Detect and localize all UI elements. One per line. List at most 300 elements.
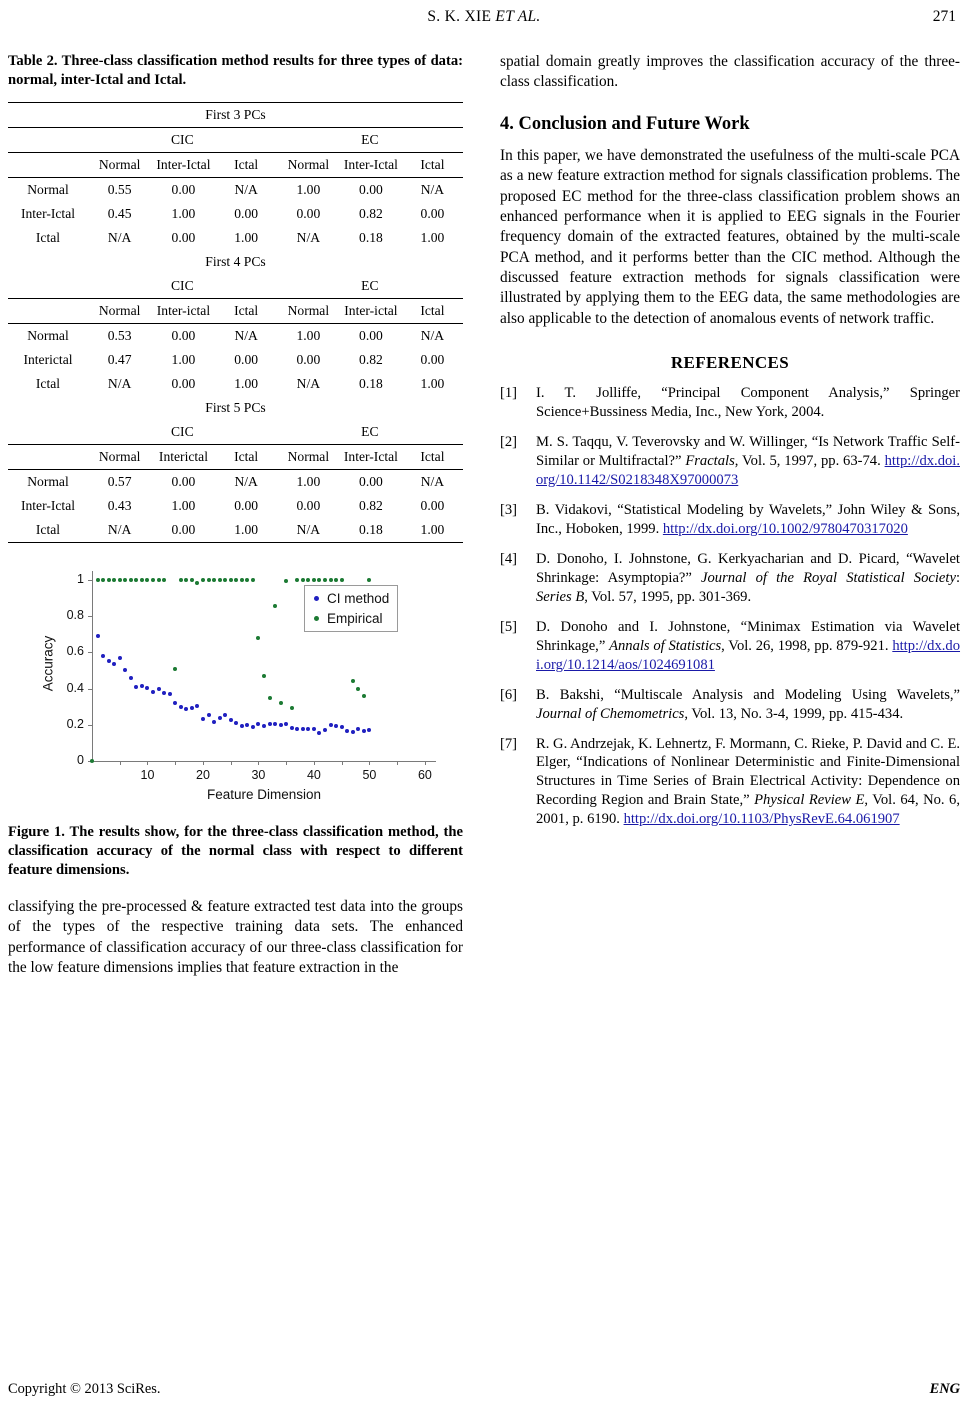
table-row <box>8 469 463 494</box>
running-head-authors <box>0 8 968 26</box>
reference-text-segment: B. Vidakovi, “Statistical Modeling by Wavelets,” John Wiley & Sons, Inc., Hoboken, 1999. <box>536 501 960 537</box>
left-body-paragraph: classifying the pre-processed & feature extracted test data into the groups of the types of the respective training data sets. The enhanced performance of classification accuracy of our three-class classification for the low feature dimensions implies that feature extraction in the <box>8 897 463 976</box>
data-point <box>295 578 299 582</box>
y-axis-tick <box>88 616 92 617</box>
table-cell: 0.18 <box>340 518 402 543</box>
data-point <box>96 578 100 582</box>
x-axis-tick <box>397 761 398 765</box>
data-point <box>118 656 122 660</box>
table-cell: 0.00 <box>296 351 321 367</box>
table-corner-cell <box>8 420 88 445</box>
data-point <box>362 694 366 698</box>
data-point <box>96 634 100 638</box>
x-axis-line <box>92 761 436 762</box>
data-point <box>145 686 149 690</box>
data-point <box>351 679 355 683</box>
data-point <box>190 706 194 710</box>
data-point <box>290 706 294 710</box>
table-group-header: CIC <box>88 127 277 152</box>
reference-text-segment: , Vol. 64, No. 6, 2001, p. 6190. <box>536 792 960 828</box>
table-cell: 0.00 <box>296 497 321 513</box>
table-cell: 0.43 <box>107 497 132 513</box>
data-point <box>290 726 294 730</box>
data-point <box>284 579 288 583</box>
reference-journal-title: Annals of Statistics <box>609 637 722 654</box>
table-column-header: Inter-Ictal <box>151 152 215 177</box>
data-point <box>140 684 144 688</box>
table-cell: N/A <box>216 323 277 348</box>
data-point <box>340 725 344 729</box>
data-point <box>256 636 260 640</box>
legend-swatch-icon <box>314 596 319 601</box>
table-cell: 1.00 <box>171 497 196 513</box>
section-heading-conclusion: 4. Conclusion and Future Work <box>500 113 750 134</box>
data-point <box>223 713 227 717</box>
data-point <box>334 578 338 582</box>
left-column <box>8 52 463 978</box>
reference-text-segment: M. S. Taqqu, V. Teverovsky and W. Willinger, “Is Network Traffic Self-Similar or Multifractal?” <box>536 433 960 469</box>
table-cell: 0.00 <box>151 469 215 494</box>
reference-text-segment: , Vol. 26, 1998, pp. 879-921. <box>721 637 893 654</box>
table-column-header: Normal <box>277 152 340 177</box>
table-cell: 0.00 <box>234 497 259 513</box>
table-column-header-row <box>8 298 463 323</box>
table-cell: N/A <box>216 177 277 202</box>
reference-item <box>500 384 960 422</box>
reference-text <box>536 501 960 539</box>
data-point <box>134 578 138 582</box>
table-column-header-row <box>8 444 463 469</box>
table-group-header: CIC <box>88 420 277 445</box>
table-cell: 0.00 <box>171 375 196 391</box>
y-axis-tick-label: 0.6 <box>66 644 84 659</box>
data-point <box>118 578 122 582</box>
table-row <box>8 202 463 226</box>
table-section-title-row <box>8 102 463 127</box>
x-axis-tick <box>175 761 176 765</box>
data-point <box>151 578 155 582</box>
x-axis-tick <box>314 761 315 765</box>
reference-number: [4] <box>500 550 518 567</box>
table-cell: N/A <box>402 469 463 494</box>
data-point <box>184 707 188 711</box>
reference-journal-title: Physical Review E <box>754 792 865 809</box>
table-cell: 0.00 <box>296 205 321 221</box>
table-row <box>8 372 463 396</box>
legend-label: CI method <box>327 590 390 606</box>
table-cell: 1.00 <box>277 323 340 348</box>
reference-journal-title: Fractals <box>685 452 735 469</box>
data-point <box>107 578 111 582</box>
data-point <box>157 687 161 691</box>
reference-item <box>500 735 960 830</box>
reference-text-segment: , Vol. 57, 1995, pp. 301-369. <box>584 588 752 605</box>
y-axis-tick-label: 0.4 <box>66 680 84 695</box>
doi-link[interactable]: http://dx.doi.org/10.1214/aos/1024691081 <box>536 637 961 673</box>
right-column <box>500 52 960 840</box>
table-column-header: Inter-ictal <box>151 298 215 323</box>
table-group-header-row <box>8 127 463 152</box>
data-point <box>107 659 111 663</box>
data-point <box>129 676 133 680</box>
data-point <box>195 581 199 585</box>
x-axis-tick <box>203 761 204 765</box>
y-axis-tick <box>88 580 92 581</box>
data-point <box>240 578 244 582</box>
table-row-label: Interictal <box>23 351 73 367</box>
reference-text-segment: R. G. Andrzejak, K. Lehnertz, F. Mormann, C. Rieke, P. David and C. E. Elger, “Indications of Nonlinear Deterministic and Finite-Dimensional Structures in Time Series of Brain Electrical Activity: Dependence on Recording Region and Brain State,” <box>536 735 961 809</box>
table-column-header: Normal <box>88 152 151 177</box>
data-point <box>173 701 177 705</box>
reference-item <box>500 550 960 607</box>
table-cell: 0.55 <box>88 177 151 202</box>
table-cell: N/A <box>402 323 463 348</box>
table-cell: 0.82 <box>359 205 383 221</box>
reference-text <box>536 384 960 422</box>
data-point <box>329 723 333 727</box>
x-axis-tick <box>147 761 148 765</box>
data-point <box>273 722 277 726</box>
running-head-authors-plain: S. K. XIE <box>427 8 492 25</box>
table-group-header-row <box>8 420 463 445</box>
table-cell: 0.18 <box>359 375 383 391</box>
data-point <box>295 727 299 731</box>
y-axis-tick <box>88 689 92 690</box>
table-row <box>8 494 463 518</box>
data-point <box>323 728 327 732</box>
table-column-header: Inter-Ictal <box>340 152 402 177</box>
table-column-header: Normal <box>277 444 340 469</box>
x-axis-tick <box>342 761 343 765</box>
data-point <box>234 721 238 725</box>
table-cell: N/A <box>88 518 151 543</box>
data-point <box>279 723 283 727</box>
table-cell: 1.00 <box>402 518 463 543</box>
table-cell: 0.00 <box>340 177 402 202</box>
conclusion-paragraph: In this paper, we have demonstrated the usefulness of the multi-scale PCA as a new feature extraction method for signals classification problems. The proposed EC method for the three-class classification problem shows an enhanced performance when it is applied to EEG signals in the Fourier frequency domain of the extracted features, obtained by the multi-scale PCA method, and it performs better than the CIC method. Although the discussed feature extraction methods for signals classification were illustrated by applying them to the EEG data, the same methodologies are also applicable to the detection of anomalous events of network traffic. <box>500 146 960 327</box>
table-cell: 1.00 <box>420 375 445 391</box>
scatter-plot <box>30 559 450 809</box>
data-point <box>207 713 211 717</box>
legend-item <box>310 609 389 629</box>
reference-number: [5] <box>500 618 518 635</box>
x-axis-tick-label: 50 <box>362 767 377 782</box>
table-cell: 0.00 <box>420 205 445 221</box>
data-point <box>284 722 288 726</box>
table-row-label: Normal <box>8 177 88 202</box>
table-cell: 0.57 <box>88 469 151 494</box>
table-group-header: EC <box>277 274 463 299</box>
table-cell: N/A <box>107 229 132 245</box>
data-point <box>268 722 272 726</box>
chart-legend <box>304 585 398 632</box>
journal-abbreviation: ENG <box>929 1381 960 1397</box>
data-point <box>123 578 127 582</box>
data-point <box>279 701 283 705</box>
data-point <box>340 578 344 582</box>
data-point <box>218 578 222 582</box>
data-point <box>273 604 277 608</box>
table-group-header: CIC <box>88 274 277 299</box>
data-point <box>184 578 188 582</box>
table-group-header-row <box>8 274 463 299</box>
x-axis-tick <box>258 761 259 765</box>
table-column-header: Ictal <box>216 152 277 177</box>
table-row <box>8 518 463 543</box>
table-cell: 1.00 <box>216 518 277 543</box>
table-cell: 0.82 <box>359 351 383 367</box>
data-point <box>162 691 166 695</box>
doi-link[interactable]: http://dx.doi.org/10.1002/9780470317020 <box>662 520 908 537</box>
reference-number: [2] <box>500 433 518 450</box>
data-point <box>306 578 310 582</box>
x-axis-tick-label: 20 <box>196 767 210 782</box>
y-axis-line <box>92 571 93 761</box>
data-point <box>268 696 272 700</box>
data-point <box>145 578 149 582</box>
data-point <box>251 725 255 729</box>
data-point <box>157 578 161 582</box>
data-point <box>262 724 266 728</box>
table-cell: 0.00 <box>340 469 402 494</box>
data-point <box>351 730 355 734</box>
table-cell: 1.00 <box>234 229 259 245</box>
table-column-header: Ictal <box>216 298 277 323</box>
table-column-header: Interictal <box>151 444 215 469</box>
x-axis-tick <box>286 761 287 765</box>
data-point <box>234 578 238 582</box>
table-cell: N/A <box>296 375 321 391</box>
reference-text-segment: : <box>955 569 960 586</box>
figure-1 <box>8 559 463 880</box>
x-axis-tick <box>231 761 232 765</box>
results-table-body <box>8 102 463 542</box>
legend-swatch-icon <box>314 616 319 621</box>
data-point <box>151 690 155 694</box>
y-axis-tick <box>88 652 92 653</box>
x-axis-title: Feature Dimension <box>206 786 322 802</box>
table-cell: 0.53 <box>88 323 151 348</box>
data-point <box>301 578 305 582</box>
table-cell: 0.00 <box>420 351 445 367</box>
data-point <box>162 578 166 582</box>
x-axis-tick-label: 10 <box>140 767 155 782</box>
x-axis-tick-label: 40 <box>306 767 321 782</box>
data-point <box>140 578 144 582</box>
figure-caption: Figure 1. The results show, for the three-class classification method, the classification accuracy of the normal class with respect to different feature dimensions. <box>8 823 463 878</box>
data-point <box>112 662 116 666</box>
references-list <box>500 384 960 829</box>
data-point <box>301 727 305 731</box>
data-point <box>173 667 177 671</box>
data-point <box>345 729 349 733</box>
table-cell: N/A <box>216 469 277 494</box>
y-axis-tick <box>88 725 92 726</box>
data-point <box>312 578 316 582</box>
y-axis-tick-label: 0.8 <box>66 608 84 623</box>
reference-journal-title: Journal of Chemometrics <box>536 705 685 722</box>
reference-text <box>536 433 960 490</box>
data-point <box>195 704 199 708</box>
table-caption: Table 2. Three-class classification method results for three types of data: normal, inter-Ictal and Ictal. <box>8 53 463 88</box>
data-point <box>229 578 233 582</box>
data-point <box>179 705 183 709</box>
data-point <box>245 723 249 727</box>
data-point <box>207 578 211 582</box>
table-corner-cell <box>8 444 88 469</box>
running-head <box>0 8 968 34</box>
table-row-label: Ictal <box>35 229 61 245</box>
table-group-header: EC <box>277 127 463 152</box>
table-row-label: Inter-Ictal <box>20 497 76 513</box>
table-row <box>8 177 463 202</box>
table-cell: 0.18 <box>359 229 383 245</box>
reference-item <box>500 686 960 724</box>
table-cell: 1.00 <box>277 177 340 202</box>
table-row-label: Normal <box>8 323 88 348</box>
data-point <box>367 728 371 732</box>
reference-text <box>536 735 960 830</box>
table-group-header: EC <box>277 420 463 445</box>
table-column-header: Ictal <box>402 444 463 469</box>
reference-journal-title: Journal of the Royal Statistical Society <box>701 569 956 586</box>
table-row-label: Normal <box>8 469 88 494</box>
y-axis-tick-label: 1 <box>77 571 84 586</box>
reference-text-segment: B. Bakshi, “Multiscale Analysis and Modeling Using Wavelets,” <box>536 686 960 703</box>
table-cell: 1.00 <box>171 351 196 367</box>
table-cell: 0.00 <box>234 351 259 367</box>
table-column-header: Normal <box>277 298 340 323</box>
doi-link[interactable]: http://dx.doi.org/10.1103/PhysRevE.64.061907 <box>623 811 900 828</box>
table-section-title-row <box>8 396 463 420</box>
data-point <box>356 727 360 731</box>
data-point <box>317 578 321 582</box>
copyright-text: Copyright © 2013 SciRes. <box>8 1381 161 1397</box>
continued-paragraph: spatial domain greatly improves the classification accuracy of the three-class classification. <box>500 53 960 91</box>
table-column-header: Normal <box>88 298 151 323</box>
data-point <box>306 727 310 731</box>
data-point <box>101 654 105 658</box>
reference-number: [3] <box>500 501 518 518</box>
page-footer <box>8 1381 960 1398</box>
reference-text-segment: D. Donoho, I. Johnstone, G. Kerkyacharian and D. Picard, “Wavelet Shrinkage: Asymptopia?” <box>536 550 960 586</box>
table-row-label: Ictal <box>8 518 88 543</box>
table-corner-cell <box>8 127 88 152</box>
data-point <box>312 727 316 731</box>
table-section-title: First 4 PCs <box>205 253 266 269</box>
table-column-header: Inter-ictal <box>340 298 402 323</box>
data-point <box>223 578 227 582</box>
table-cell: 1.00 <box>277 469 340 494</box>
data-point <box>334 724 338 728</box>
data-point <box>256 722 260 726</box>
table-cell: 0.00 <box>151 518 215 543</box>
reference-text-segment: I. T. Jolliffe, “Principal Component Analysis,” Springer Science+Bussiness Media, Inc., New York, 2004. <box>536 384 960 420</box>
table-cell: 0.00 <box>151 323 215 348</box>
x-axis-tick-label: 30 <box>251 767 266 782</box>
data-point <box>323 578 327 582</box>
doi-link[interactable]: http://dx.doi.org/10.1142/S0218348X97000073 <box>536 452 960 488</box>
data-point <box>112 578 116 582</box>
reference-text <box>536 686 960 724</box>
table-cell: N/A <box>296 229 321 245</box>
references-heading: REFERENCES <box>670 352 790 372</box>
data-point <box>90 759 94 763</box>
x-axis-tick-label: 60 <box>417 767 432 782</box>
table-cell: 1.00 <box>234 375 259 391</box>
table-cell: 0.45 <box>107 205 132 221</box>
table-column-header: Normal <box>88 444 151 469</box>
data-point <box>218 716 222 720</box>
table-cell: N/A <box>402 177 463 202</box>
table-cell: 0.00 <box>340 323 402 348</box>
data-point <box>329 578 333 582</box>
x-axis-tick <box>369 761 370 765</box>
data-point <box>212 720 216 724</box>
reference-number: [1] <box>500 384 518 401</box>
data-point <box>251 578 255 582</box>
reference-number: [6] <box>500 686 518 703</box>
data-point <box>356 687 360 691</box>
table-row <box>8 323 463 348</box>
table-cell: N/A <box>277 518 340 543</box>
reference-number: [7] <box>500 735 518 752</box>
data-point <box>362 729 366 733</box>
data-point <box>129 578 133 582</box>
y-axis-tick-label: 0.2 <box>66 716 84 731</box>
table-cell: 0.47 <box>107 351 132 367</box>
data-point <box>262 674 266 678</box>
data-point <box>123 668 127 672</box>
reference-item <box>500 501 960 539</box>
reference-item <box>500 433 960 490</box>
data-point <box>134 685 138 689</box>
data-point <box>317 731 321 735</box>
data-point <box>367 578 371 582</box>
table-column-header-row <box>8 152 463 177</box>
table-corner-cell <box>8 298 88 323</box>
legend-label: Empirical <box>327 610 383 626</box>
table-cell: 0.82 <box>359 497 383 513</box>
data-point <box>179 578 183 582</box>
data-point <box>245 578 249 582</box>
data-point <box>201 717 205 721</box>
x-axis-tick <box>120 761 121 765</box>
table-section-title-row <box>8 250 463 274</box>
table-section-title: First 5 PCs <box>205 399 266 415</box>
data-point <box>240 724 244 728</box>
page-number: 271 <box>932 8 956 25</box>
table-row-label: Ictal <box>35 375 61 391</box>
data-point <box>168 692 172 696</box>
table-corner-cell <box>8 274 88 299</box>
results-table <box>8 102 463 543</box>
table-section-title: First 3 PCs <box>8 102 463 127</box>
reference-text-segment: , Vol. 13, No. 3-4, 1999, pp. 415-434. <box>684 705 904 722</box>
reference-text <box>536 618 960 675</box>
y-axis-title: Accuracy <box>40 635 56 692</box>
table-cell: 1.00 <box>171 205 196 221</box>
x-axis-tick <box>425 761 426 765</box>
data-point <box>101 578 105 582</box>
table-cell: 1.00 <box>420 229 445 245</box>
table-cell: 0.00 <box>171 229 196 245</box>
table-row <box>8 348 463 372</box>
running-head-authors-italic: ET AL. <box>495 8 541 25</box>
table-column-header: Ictal <box>216 444 277 469</box>
data-point <box>212 578 216 582</box>
reference-text <box>536 550 960 607</box>
